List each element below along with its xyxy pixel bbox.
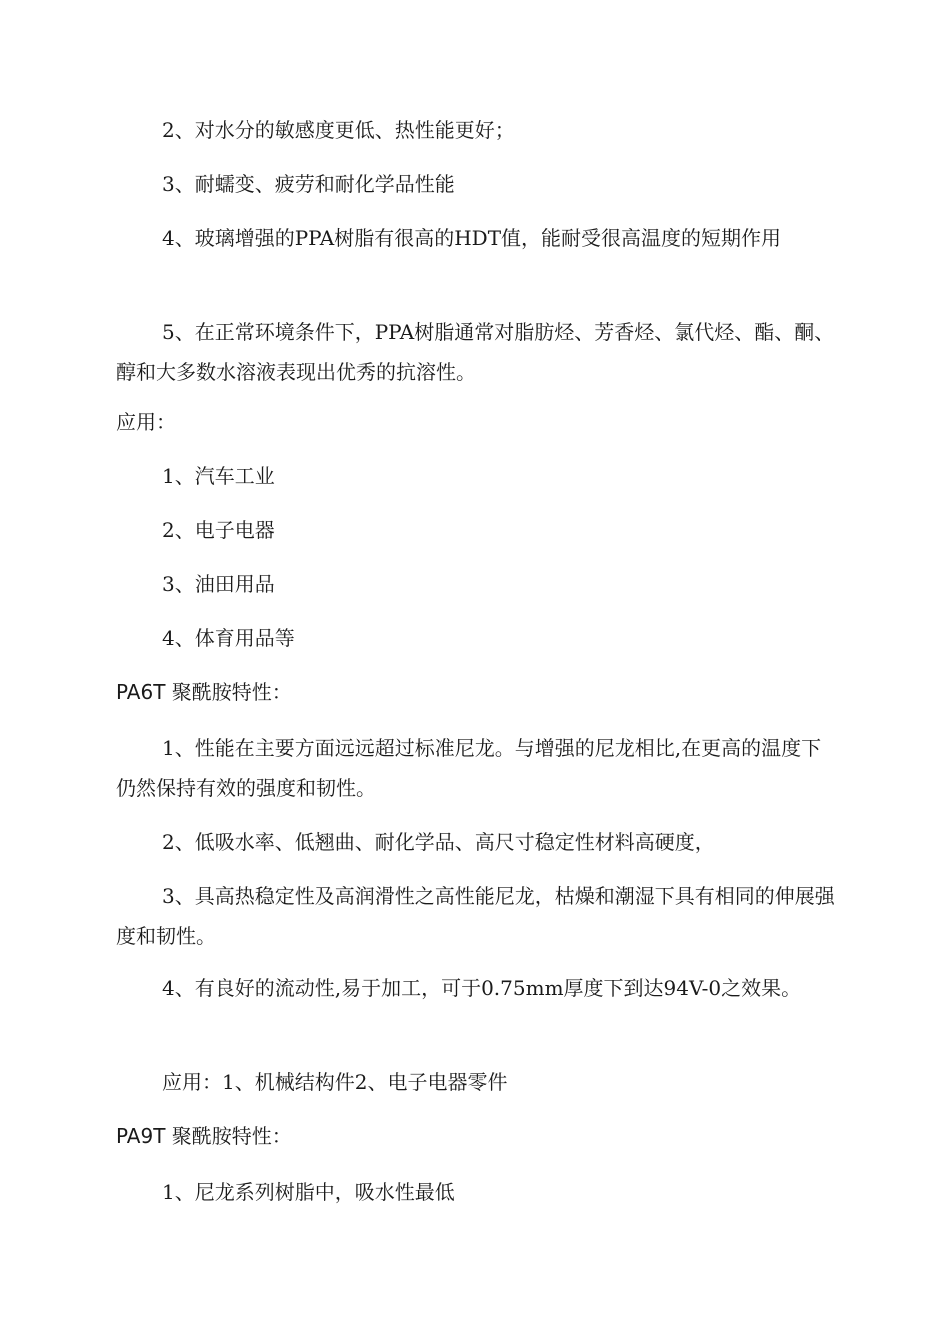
paragraph-pa9t-lowest-absorption: 1、尼龙系列树脂中，吸水性最低 bbox=[162, 1180, 455, 1204]
application-item-sports: 4、体育用品等 bbox=[162, 626, 295, 650]
applications-heading: 应用： bbox=[116, 410, 176, 434]
section-heading-pa9t-text: 聚酰胺特性： bbox=[171, 1124, 292, 1148]
application-item-oilfield: 3、油田用品 bbox=[162, 572, 275, 596]
application-item-electronics: 2、电子电器 bbox=[162, 518, 275, 542]
paragraph-water-sensitivity: 2、对水分的敏感度更低、热性能更好； bbox=[162, 118, 515, 142]
application-item-automotive: 1、汽车工业 bbox=[162, 464, 275, 488]
paragraph-pa6t-applications: 应用：1、机械结构件2、电子电器零件 bbox=[162, 1070, 508, 1094]
section-heading-pa6t-code: PA6T bbox=[116, 680, 166, 704]
section-heading-pa9t-code: PA9T bbox=[116, 1124, 166, 1148]
paragraph-creep-resistance: 3、耐蠕变、疲劳和耐化学品性能 bbox=[162, 172, 455, 196]
paragraph-pa6t-flowability: 4、有良好的流动性,易于加工，可于0.75mm厚度下到达94V-0之效果。 bbox=[162, 976, 802, 1000]
paragraph-pa6t-performance: 1、性能在主要方面远远超过标准尼龙。与增强的尼龙相比,在更高的温度下仍然保持有效的强度和韧性。 bbox=[116, 736, 822, 800]
paragraph-pa6t-thermal-stability: 3、具高热稳定性及高润滑性之高性能尼龙，枯燥和潮湿下具有相同的伸展强度和韧性。 bbox=[116, 884, 835, 948]
paragraph-pa6t-low-absorption: 2、低吸水率、低翘曲、耐化学品、高尺寸稳定性材料高硬度， bbox=[162, 830, 715, 854]
paragraph-solvent-resistance: 5、在正常环境条件下，PPA树脂通常对脂肪烃、芳香烃、氯代烃、酯、酮、醇和大多数水溶液表现出优秀的抗溶性。 bbox=[116, 320, 835, 384]
section-heading-pa9t bbox=[116, 1116, 836, 1156]
section-heading-pa6t bbox=[116, 672, 836, 712]
section-heading-pa6t-text: 聚酰胺特性： bbox=[171, 680, 292, 704]
paragraph-glass-reinforced-ppa: 4、玻璃增强的PPA树脂有很高的HDT值，能耐受很高温度的短期作用 bbox=[162, 226, 782, 250]
